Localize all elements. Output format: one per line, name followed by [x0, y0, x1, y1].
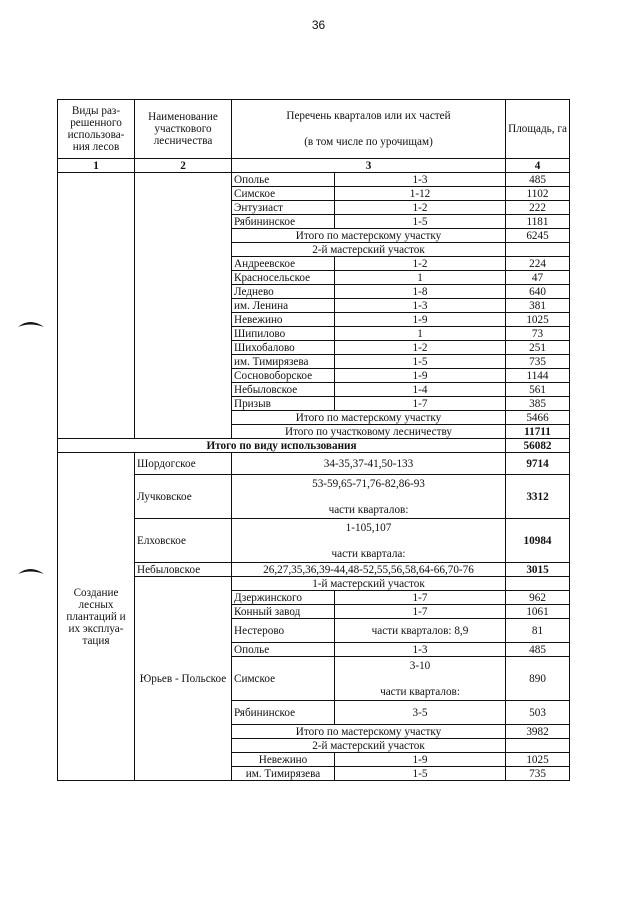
quarters-part-label: части кварталов: [380, 685, 460, 698]
area-name: Конный завод [232, 605, 335, 619]
use-type-cell [58, 173, 135, 439]
area-value: 73 [506, 327, 570, 341]
forestry-cell [135, 173, 232, 439]
area-value: 962 [506, 591, 570, 605]
master-section-label: 1-й мастерский участок [232, 577, 506, 591]
quarters: 1-7 [335, 591, 506, 605]
quarters: 1-3 [335, 173, 506, 187]
forest-use-table [57, 99, 570, 781]
area-name: Невежино [232, 313, 335, 327]
master-section-label: 2-й мастерский участок [232, 739, 506, 753]
forestry-total-label: Итого по участковому лесничеству [232, 425, 506, 439]
forestry-name: Небыловское [135, 563, 232, 577]
area-name: Рябининское [232, 215, 335, 229]
table-row [58, 453, 570, 475]
subtotal-label: Итого по мастерскому участку [232, 725, 506, 739]
quarters: 1-3 [335, 299, 506, 313]
empty-cell [506, 577, 570, 591]
subtotal-value: 5466 [506, 411, 570, 425]
area-value: 1025 [506, 753, 570, 767]
quarters: 1-5 [335, 215, 506, 229]
quarters: 26,27,35,36,39-44,48-52,55,56,58,64-66,70-76 [232, 563, 506, 577]
area-value: 1102 [506, 187, 570, 201]
subtotal-value: 6245 [506, 229, 570, 243]
quarters-part-label: части квартала: [331, 547, 406, 560]
area-value: 1181 [506, 215, 570, 229]
scan-mark [16, 565, 46, 575]
col-num-4: 4 [506, 159, 570, 173]
area-value: 735 [506, 355, 570, 369]
area-name: Симское [232, 657, 335, 701]
quarters: 1-3 [335, 643, 506, 657]
quarters: 1-4 [335, 383, 506, 397]
area-value: 9714 [506, 453, 570, 475]
area-value: 222 [506, 201, 570, 215]
empty-cell [506, 739, 570, 753]
area-name: Шипилово [232, 327, 335, 341]
area-value: 1061 [506, 605, 570, 619]
area-name: Симское [232, 187, 335, 201]
area-value: 485 [506, 643, 570, 657]
page-number: 36 [311, 18, 326, 32]
table-row [58, 563, 570, 577]
area-name: Ополье [232, 173, 335, 187]
forestry-name: Шордогское [135, 453, 232, 475]
forestry-total-value: 11711 [506, 425, 570, 439]
subtotal-value: 3982 [506, 725, 570, 739]
area-name: им. Тимирязева [232, 767, 335, 781]
quarters: 1-5 [335, 355, 506, 369]
area-name: Красносельское [232, 271, 335, 285]
area-name: Нестерово [232, 619, 335, 643]
area-value: 561 [506, 383, 570, 397]
quarters [335, 657, 506, 701]
quarters: 1 [335, 271, 506, 285]
area-value: 735 [506, 767, 570, 781]
area-name: Андреевское [232, 257, 335, 271]
area-name: Ополье [232, 643, 335, 657]
quarters: 3-5 [335, 701, 506, 725]
quarters: 1-12 [335, 187, 506, 201]
subtotal-label: Итого по мастерскому участку [232, 229, 506, 243]
use-total-value: 56082 [506, 439, 570, 453]
master-section-label: 2-й мастерский участок [232, 243, 506, 257]
table-row [58, 173, 570, 187]
area-value: 1144 [506, 369, 570, 383]
quarters-list: 3-10 [409, 659, 431, 672]
area-name: Энтузиаст [232, 201, 335, 215]
table-header-row [58, 100, 570, 159]
header-use-type: Виды раз- решенного использова- ния лесов [58, 100, 135, 159]
quarters: 1-9 [335, 313, 506, 327]
header-quarters-line2: (в том числе по урочищам) [304, 136, 433, 148]
forestry-name: Юрьев - Польское [135, 577, 232, 781]
quarters: 1-8 [335, 285, 506, 299]
quarters: части кварталов: 8,9 [335, 619, 506, 643]
area-name: Дзержинского [232, 591, 335, 605]
col-num-2: 2 [135, 159, 232, 173]
area-value: 224 [506, 257, 570, 271]
area-value: 1025 [506, 313, 570, 327]
quarters-part-label: части кварталов: [328, 503, 409, 516]
subtotal-label: Итого по мастерскому участку [232, 411, 506, 425]
quarters-list: 53-59,65-71,76-82,86-93 [312, 477, 425, 490]
area-value: 3312 [506, 475, 570, 519]
scan-mark [16, 318, 46, 328]
header-quarters-line1: Перечень кварталов или их частей [286, 110, 451, 122]
header-forestry: Наименование участкового лесничества [135, 100, 232, 159]
header-quarters [232, 100, 506, 159]
area-value: 890 [506, 657, 570, 701]
master-section-row [58, 577, 570, 591]
quarters-list: 1-105,107 [345, 521, 392, 534]
area-name: Шихобалово [232, 341, 335, 355]
table-row [58, 519, 570, 563]
quarters: 1-7 [335, 397, 506, 411]
area-value: 251 [506, 341, 570, 355]
area-name: Сосновоборское [232, 369, 335, 383]
area-value: 47 [506, 271, 570, 285]
area-name: им. Тимирязева [232, 355, 335, 369]
area-value: 10984 [506, 519, 570, 563]
quarters: 1-9 [335, 369, 506, 383]
empty-cell [506, 243, 570, 257]
header-area: Площадь, га [506, 100, 570, 159]
area-name: Призыв [232, 397, 335, 411]
area-value: 81 [506, 619, 570, 643]
quarters: 1-9 [335, 753, 506, 767]
table-row [58, 475, 570, 519]
forestry-name: Елховское [135, 519, 232, 563]
quarters: 1 [335, 327, 506, 341]
area-name: Небыловское [232, 383, 335, 397]
col-num-3: 3 [232, 159, 506, 173]
quarters: 1-7 [335, 605, 506, 619]
quarters: 1-5 [335, 767, 506, 781]
use-total-row [58, 439, 570, 453]
area-value: 3015 [506, 563, 570, 577]
use-type-plantations: Создание лесных плантаций и их эксплуа- тация [58, 453, 135, 781]
forestry-name: Лучковское [135, 475, 232, 519]
quarters: 1-2 [335, 257, 506, 271]
area-value: 381 [506, 299, 570, 313]
column-number-row [58, 159, 570, 173]
area-value: 503 [506, 701, 570, 725]
area-name: Леднево [232, 285, 335, 299]
quarters: 1-2 [335, 341, 506, 355]
area-value: 640 [506, 285, 570, 299]
quarters [232, 519, 506, 563]
area-name: Невежино [232, 753, 335, 767]
area-value: 485 [506, 173, 570, 187]
use-total-label: Итого по виду использования [58, 439, 506, 453]
area-name: им. Ленина [232, 299, 335, 313]
quarters: 1-2 [335, 201, 506, 215]
area-name: Рябининское [232, 701, 335, 725]
area-value: 385 [506, 397, 570, 411]
quarters [232, 475, 506, 519]
col-num-1: 1 [58, 159, 135, 173]
quarters: 34-35,37-41,50-133 [232, 453, 506, 475]
